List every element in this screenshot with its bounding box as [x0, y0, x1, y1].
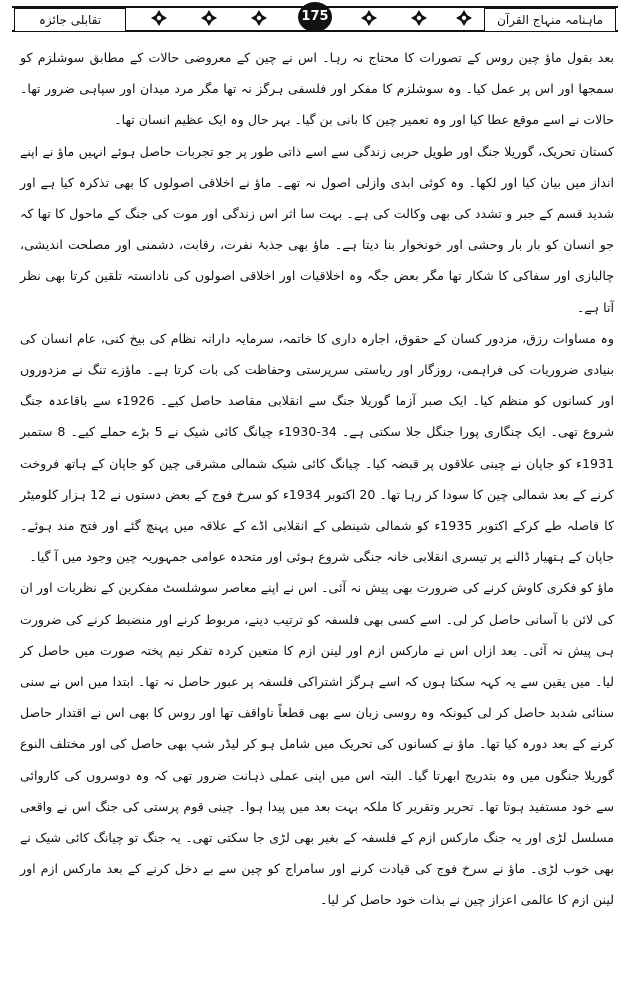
ornament-icon	[360, 9, 378, 27]
paragraph-3: وہ مساوات رزق، مزدور کسان کے حقوق، اجارہ داری کا خاتمہ، سرمایہ دارانہ نظام کی بیخ کنی، عام انسان کی بنیادی ضروریات کی فراہمی، روزگار اور ریاستی سرپرستی وحفاظت کی بات کرتا ہے۔ ماؤزے تنگ نے مزدوروں اور کسانوں کو منظم کیا۔ ایک صبر آزما گوریلا جنگ سے انقلابی مقاصد حاصل کیے۔ 1926ء سے باقاعدہ جنگ شروع تھی۔ ایک چنگاری پورا جنگل جلا سکتی ہے۔ 34-1930ء چیانگ کائی شیک نے 5 بڑے حملے کیے۔ 8 ستمبر 1931ء کو جاپان نے چینی علاقوں پر قبضہ کیا۔ چیانگ کائی شیک شمالی مشرقی چین کو جاپان کے ہاتھ فروخت کرنے کے بعد شمالی چین کا سودا کر رہا تھا۔ 20 اکتوبر 1934ء کو سرخ فوج کے بعض دستوں نے 12 ہزار کلومیٹر کا فاصلہ طے کرکے اکتوبر 1935ء کو شمالی شینطی کے انقلابی اڈے کے علاقہ میں پہنچ گئے اور فتح مند ہوئے۔ جاپان کے ہتھیار ڈالنے پر تیسری انقلابی خانہ جنگی شروع ہوئی اور متحدہ عوامی جمہوریہ چین وجود میں آ گیا۔	[20, 330, 614, 565]
article-body	[20, 42, 614, 992]
page-number-badge: 175	[298, 2, 332, 32]
page-header	[0, 0, 630, 38]
ornament-icon	[455, 9, 473, 27]
magazine-title-label: ماہنامہ منہاج القرآن	[484, 8, 616, 32]
ornament-icon	[250, 9, 268, 27]
paragraph-1: بعد بقول ماؤ چین روس کے تصورات کا محتاج نہ رہا۔ اس نے چین کے معروضی حالات کے مطابق سوشلزم کو سمجھا اور اس پر عمل کیا۔ وہ سوشلزم کا مفکر اور فلسفی ہرگز نہ تھا مگر مرد میدان اور سپاہی ضرور تھا۔ حالات نے اسے موقع عطا کیا اور وہ تعمیر چین کا بانی بن گیا۔ بہر حال وہ ایک عظیم انسان تھا۔	[20, 50, 614, 128]
ornament-icon	[150, 9, 168, 27]
section-title-label: تقابلی جائزہ	[14, 8, 126, 32]
ornament-icon	[200, 9, 218, 27]
paragraph-4: ماؤ کو فکری کاوش کرنے کی ضرورت بھی پیش نہ آئی۔ اس نے اپنے معاصر سوشلسٹ مفکرین کے نظریات اور ان کی لائن با آسانی حاصل کر لی۔ اسے کسی بھی فلسفہ کو ترتیب دینے، مربوط کرنے اور منضبط کرنے کی ضرورت ہی پیش نہ آئی۔ بعد ازاں اس نے مارکس ازم اور لینن ازم کا متعین کردہ تفکر نیم پختہ صورت میں حاصل کر لیا۔ میں یقین سے یہ کہہ سکتا ہوں کہ اسے ہرگز اشتراکی فلسفہ پر عبور حاصل نہ تھا۔ ابتدا میں اس نے سنی سنائی شدبد حاصل کر لی کیونکہ وہ روسی زبان سے بھی قطعاً ناواقف تھا اور روس کا بھی اس نے اقتدار حاصل کرنے کے بعد دورہ کیا تھا۔ ماؤ نے کسانوں کی تحریک میں شامل ہو کر لیڈر شپ بھی حاصل کی اور مختلف النوع گوریلا جنگوں میں وہ بتدریج ابھرتا گیا۔ البتہ اس میں اپنی عملی ذہانت ضرور تھی کہ وہ دوسروں کی کاروائی سے خود مستفید ہوتا تھا۔ تحریر وتقریر کا ملکہ بہت بعد میں پیدا ہوا۔ چینی قوم پرستی کی جنگ اس نے واقعی مسلسل لڑی اور یہ جنگ مارکس ازم کے فلسفہ کے بغیر بھی لڑی جا سکتی تھی۔ یہ جنگ تو چیانگ کائی شیک نے بھی خوب لڑی۔ ماؤ نے سرخ فوج کی قیادت کرنے اور سامراج کو چین سے بے دخل کرنے کے بعد مارکس ازم اور لینن ازم کا عالمی اعزاز چین نے بذات خود حاصل کر لیا۔	[20, 580, 614, 908]
paragraph-2: کستان تحریک، گوریلا جنگ اور طویل حربی زندگی سے اسے ذاتی طور پر جو تجربات حاصل ہوئے انہیں ماؤ نے اپنے انداز میں بیان کیا اور لکھا۔ وہ کوئی ابدی وازلی اصول نہ تھے۔ ماؤ نے اخلاقی اصولوں کا بھی تذکرہ کیا ہے اور شدید قسم کے جبر و تشدد کی بھی وکالت کی ہے۔ بہت سا اثر اس زندگی اور موت کی جنگ کے ماحول کا تھا کہ جو انسان کو بار بار وحشی اور خونخوار بنا دیتا ہے۔ ماؤ بھی جذبۂ نفرت، رقابت، دشمنی اور مصلحت اندیشی، چالبازی اور سفاکی کا شکار تھا مگر بعض جگہ وہ اخلاقیات اور اخلاقی اصولوں کی نادانستہ تلقین کرتا بھی نظر آتا ہے۔	[20, 143, 614, 315]
ornament-icon	[410, 9, 428, 27]
